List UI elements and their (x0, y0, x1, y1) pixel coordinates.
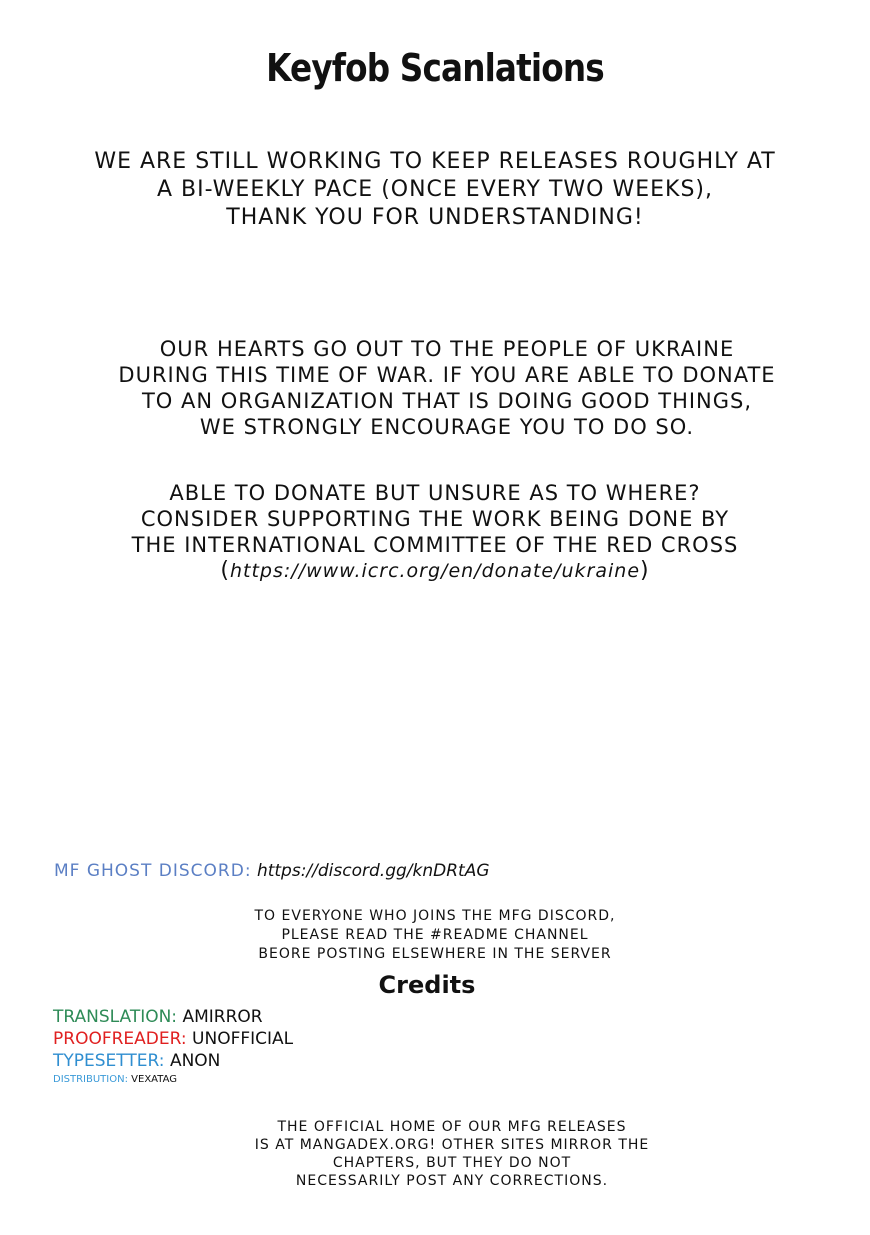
distribution-name: VEXATAG (131, 1074, 177, 1085)
discord-notice-line: TO EVERYONE WHO JOINS THE MFG DISCORD, (254, 908, 616, 924)
page-title: Keyfob Scanlations (266, 46, 604, 90)
typesetter-name: ANON (169, 1051, 221, 1071)
footer-line: CHAPTERS, BUT THEY DO NOT (332, 1155, 572, 1171)
credit-translation (53, 1006, 293, 1028)
donation-info-line: CONSIDER SUPPORTING THE WORK BEING DONE BY (140, 507, 730, 531)
proofreader-label: PROOFREADER: (53, 1029, 187, 1049)
footer-line: NECESSARILY POST ANY CORRECTIONS. (295, 1173, 609, 1189)
donation-url-link[interactable]: https://www.icrc.org/en/donate/ukraine (229, 560, 641, 582)
donation-info-line: ABLE TO DONATE BUT UNSURE AS TO WHERE? (169, 481, 701, 505)
distribution-label: DISTRIBUTION: (53, 1074, 128, 1085)
ukraine-message-line: DURING THIS TIME OF WAR. IF YOU ARE ABLE TO DONATE (118, 363, 776, 387)
discord-notice-line: PLEASE READ THE #README CHANNEL (281, 927, 589, 943)
credit-typesetter (53, 1050, 293, 1072)
ukraine-message-line: OUR HEARTS GO OUT TO THE PEOPLE OF UKRAINE (159, 337, 735, 361)
ukraine-message (12, 336, 870, 440)
discord-label: MF GHOST DISCORD: (54, 861, 252, 881)
ukraine-message-line: WE STRONGLY ENCOURAGE YOU TO DO SO. (199, 415, 695, 439)
footer-notice (0, 1118, 870, 1190)
ukraine-message-line: TO AN ORGANIZATION THAT IS DOING GOOD THINGS, (141, 389, 753, 413)
translation-label: TRANSLATION: (53, 1007, 178, 1027)
release-notice-line: WE ARE STILL WORKING TO KEEP RELEASES ROUGHLY AT (94, 149, 776, 174)
donation-info-line: THE INTERNATIONAL COMMITTEE OF THE RED CROSS (131, 533, 739, 557)
release-notice-line: A BI-WEEKLY PACE (ONCE EVERY TWO WEEKS), (157, 177, 713, 202)
discord-line (54, 861, 490, 881)
typesetter-label: TYPESETTER: (53, 1051, 165, 1071)
release-notice-line: THANK YOU FOR UNDERSTANDING! (226, 205, 644, 230)
footer-line: IS AT MANGADEX.ORG! OTHER SITES MIRROR THE (254, 1137, 650, 1153)
translation-name: AMIRROR (182, 1007, 263, 1027)
release-notice (0, 148, 870, 232)
credits-title: Credits (378, 971, 476, 999)
close-paren: ) (640, 558, 650, 583)
donation-info (0, 480, 870, 584)
footer-line: THE OFFICIAL HOME OF OUR MFG RELEASES (277, 1119, 627, 1135)
credit-distribution (53, 1072, 293, 1088)
open-paren: ( (220, 558, 230, 583)
discord-notice-line: BEORE POSTING ELSEWHERE IN THE SERVER (258, 946, 612, 962)
proofreader-name: UNOFFICIAL (192, 1029, 294, 1049)
discord-link[interactable]: https://discord.gg/knDRtAG (256, 861, 490, 881)
discord-notice (0, 907, 870, 964)
donation-url-line (0, 558, 870, 584)
credit-proofreader (53, 1028, 293, 1050)
credits-list (53, 1006, 293, 1088)
